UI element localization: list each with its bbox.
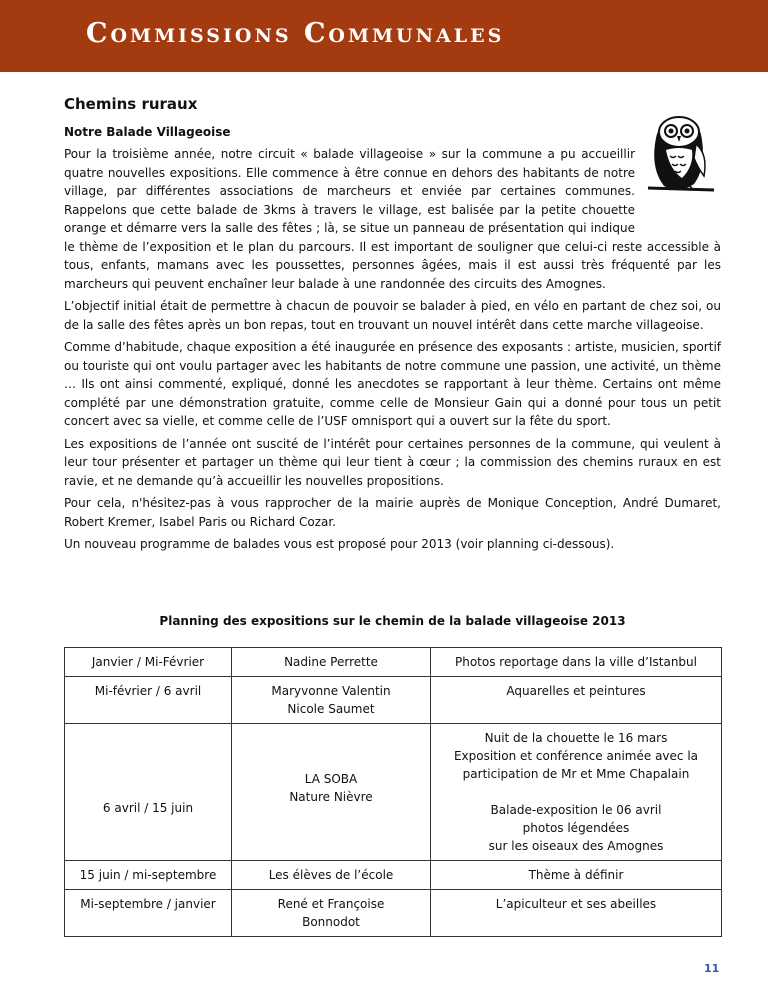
exhibitor-cell: Maryvonne Valentin Nicole Saumet xyxy=(232,677,431,724)
paragraph: Comme d’habitude, chaque exposition a été inaugurée en présence des exposants : artiste, musicien, sportif ou touriste qui ont voulu partager avec les habitants de notre commune une passion, une activité, un thème … Ils ont ainsi commenté, expliqué, donné les anecdotes se rapportant à leur thème. Certains ont même complété par une démonstration gratuite, comme celle de Monsieur Gain qui a donné pour tous un petit concert avec sa vielle, et comme celle de l’USF omnisport qui a ouvert sur la fête du sport. xyxy=(64,340,721,428)
section-subtitle: Notre Balade Villageoise xyxy=(64,125,231,139)
planning-title: Planning des expositions sur le chemin de la balade villageoise 2013 xyxy=(159,614,626,628)
page-number: 11 xyxy=(704,962,720,975)
theme-cell: L’apiculteur et ses abeilles xyxy=(431,890,722,937)
period-cell: 6 avril / 15 juin xyxy=(65,724,232,861)
exhibitor-cell: Les élèves de l’école xyxy=(232,861,431,890)
theme-cell: Aquarelles et peintures xyxy=(431,677,722,724)
theme-cell: Nuit de la chouette le 16 mars Exposition et conférence animée avec la participation de Mr et Mme Chapalain Balade-exposition le 06 avril photos légendées sur les oiseaux des Amognes xyxy=(431,724,722,861)
section-title: Chemins ruraux xyxy=(64,95,198,113)
period-cell: Mi-septembre / janvier xyxy=(65,890,232,937)
paragraph: Un nouveau programme de balades vous est proposé pour 2013 (voir planning ci-dessous). xyxy=(64,537,615,551)
period-cell: 15 juin / mi-septembre xyxy=(65,861,232,890)
table-row xyxy=(65,677,722,724)
table-row xyxy=(65,648,722,677)
exhibitor-cell: René et Françoise Bonnodot xyxy=(232,890,431,937)
period-cell: Mi-février / 6 avril xyxy=(65,677,232,724)
table-row xyxy=(65,724,722,861)
header-banner xyxy=(0,0,768,72)
planning-table xyxy=(64,647,722,937)
table-row xyxy=(65,861,722,890)
paragraph: L’objectif initial était de permettre à chacun de pouvoir se balader à pied, en vélo en partant de chez soi, ou de la salle des fêtes après un bon repas, tout en trouvant un nouvel intérêt dans cette marche villageoise. xyxy=(64,299,721,332)
exhibitor-cell: Nadine Perrette xyxy=(232,648,431,677)
paragraph: Pour cela, n'hésitez-pas à vous rapprocher de la mairie auprès de Monique Conception, André Dumaret, Robert Kremer, Isabel Paris ou Richard Cozar. xyxy=(64,496,721,529)
theme-cell: Thème à définir xyxy=(431,861,722,890)
article-body xyxy=(64,145,721,558)
table-row xyxy=(65,890,722,937)
paragraph: Les expositions de l’année ont suscité de l’intérêt pour certaines personnes de la commune, qui veulent à leur tour présenter et partager un thème qui leur tient à cœur ; la commission des chemins ruraux en est ravie, et ne demande qu’à accueillir les nouvelles propositions. xyxy=(64,436,721,488)
exhibitor-cell: LA SOBA Nature Nièvre xyxy=(232,724,431,861)
theme-cell: Photos reportage dans la ville d’Istanbul xyxy=(431,648,722,677)
period-cell: Janvier / Mi-Février xyxy=(65,648,232,677)
paragraph: Pour la troisième année, notre circuit « balade villageoise » sur la commune a pu accueillir quatre nouvelles expositions. Elle commence à être connue en dehors des habitants de notre village, par différentes associations de marcheurs et enviée par certaines communes. Rappelons que cette balade de 3kms à travers le village, est balisée par la petite chouette orange et démarre vers la salle des fêtes ; là, se situe un panneau de présentation qui indique le thème de l’exposition et le plan du parcours. Il est important de souligner que celui-ci reste accessible à tous, enfants, mamans avec les poussettes, personnes âgées, mais il est aussi très fréquenté par les marcheurs qui peuvent enchaîner leur balade à une randonnée des circuits des Amognes. xyxy=(64,147,721,291)
page-title: Commissions Communales xyxy=(86,18,505,49)
